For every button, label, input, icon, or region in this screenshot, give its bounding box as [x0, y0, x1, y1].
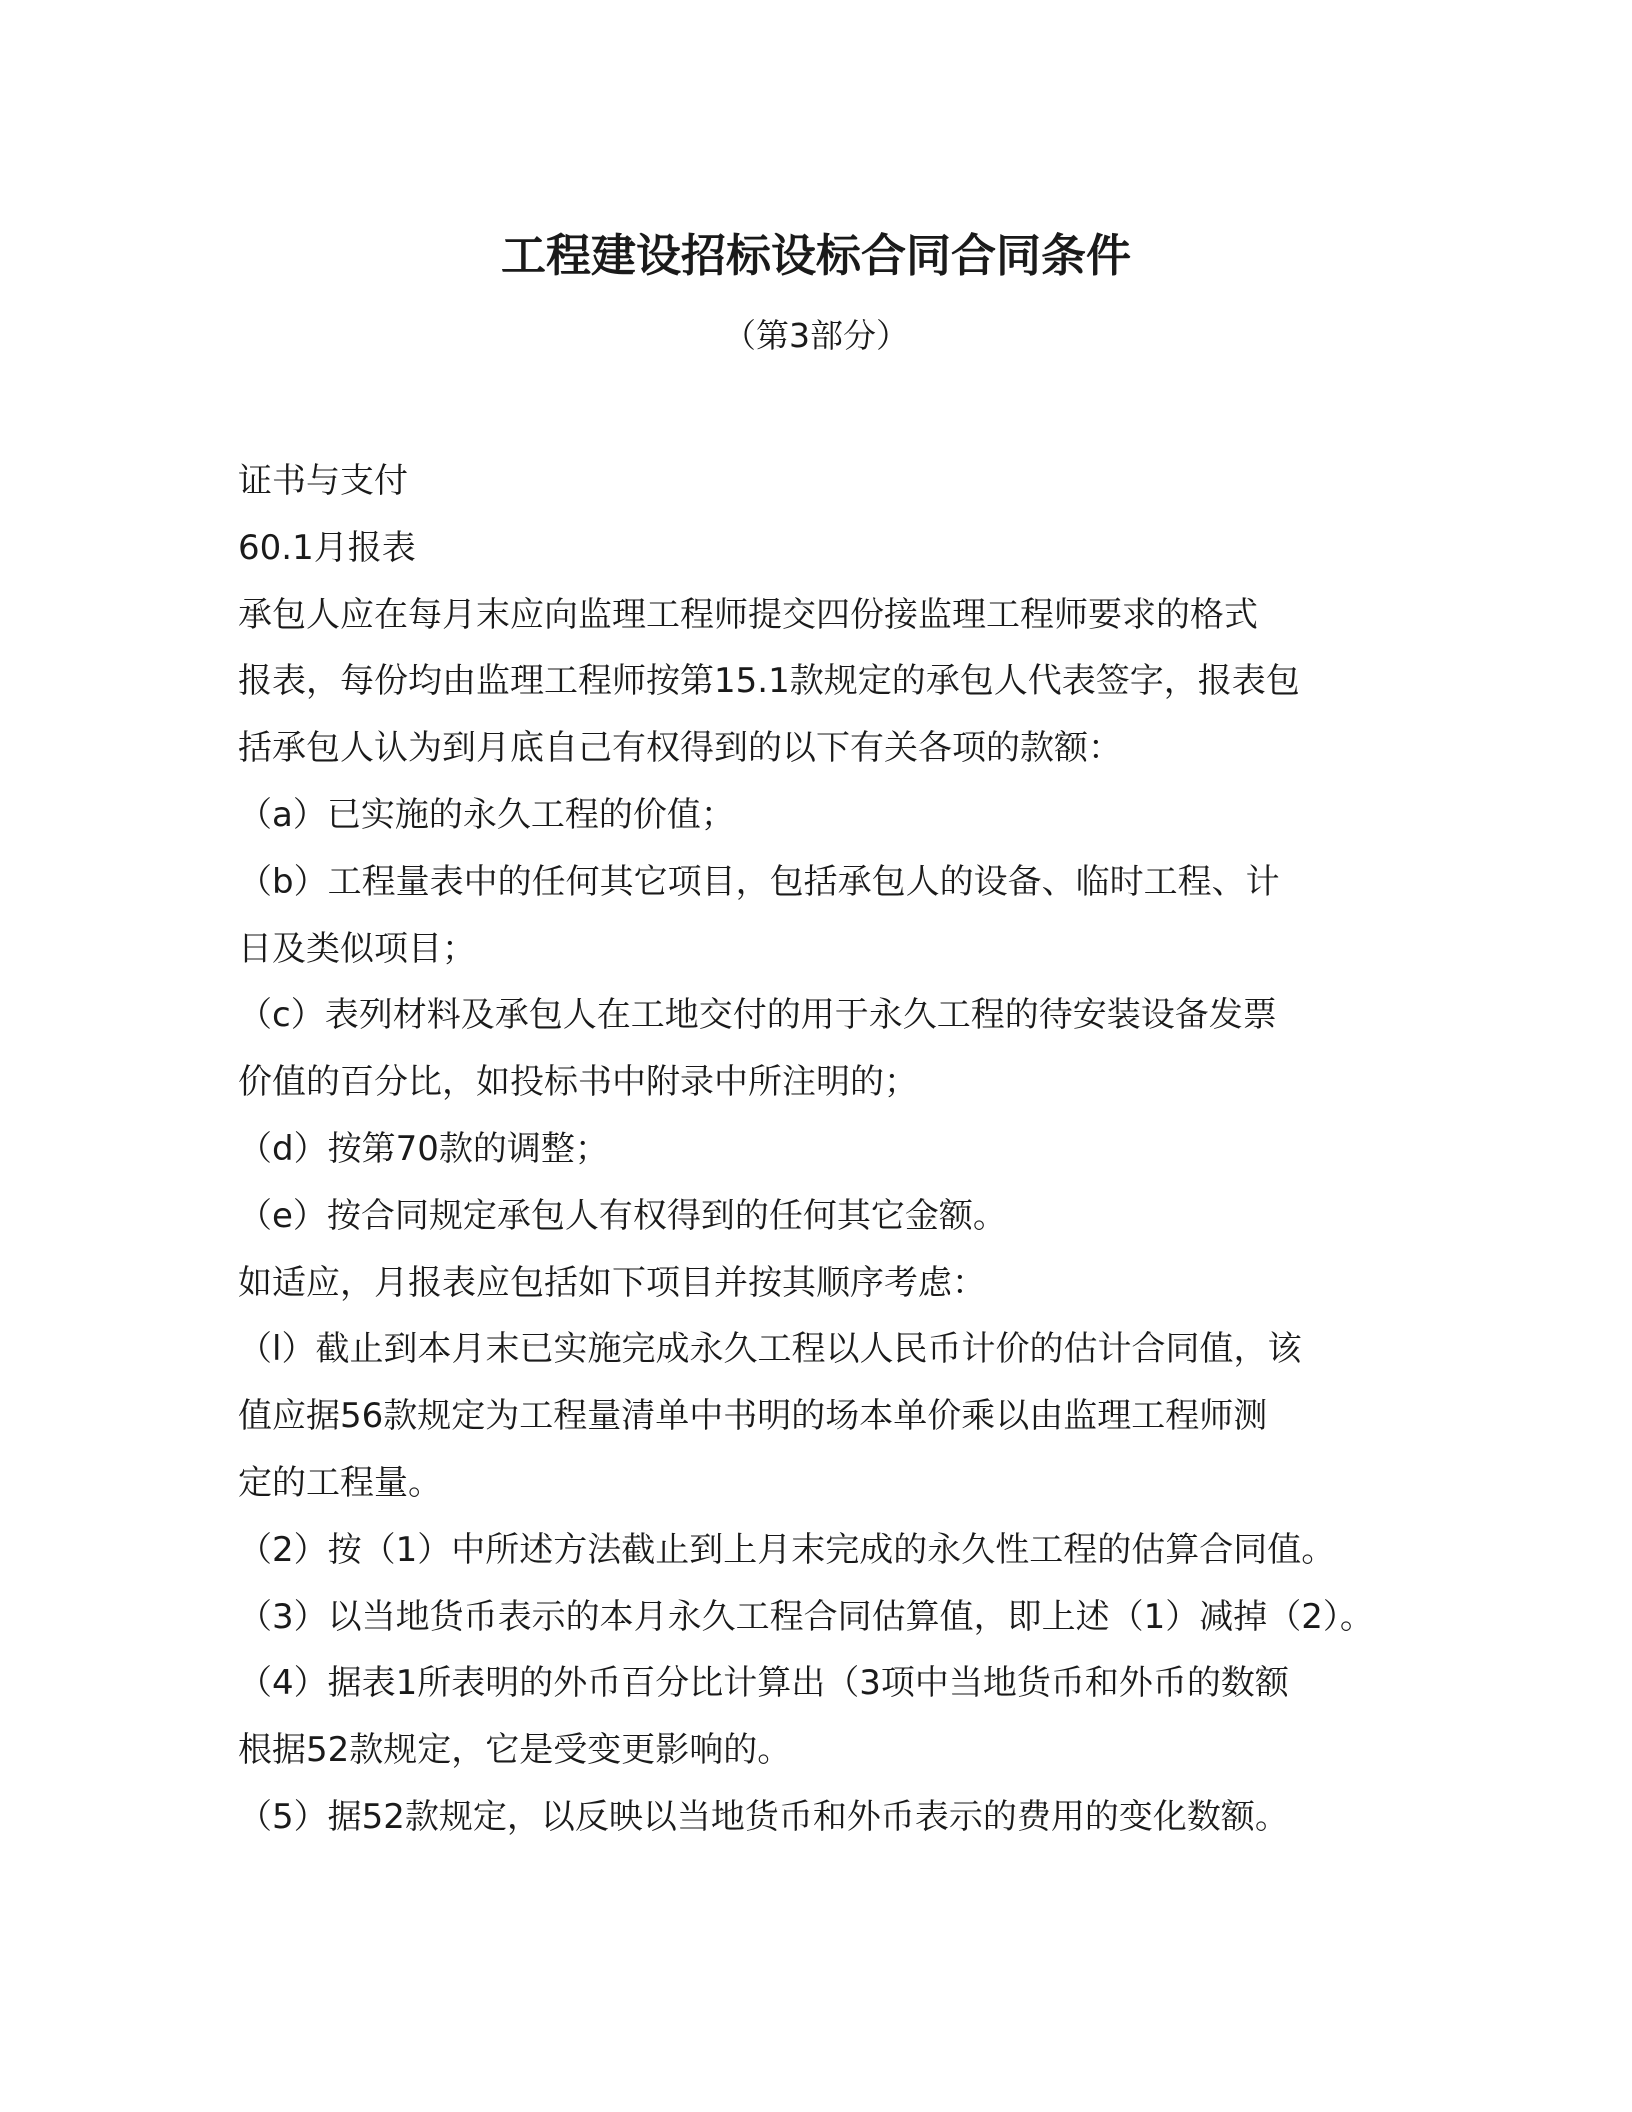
list-item-c: （c）表列材料及承包人在工地交付的用于永久工程的待安装设备发票	[238, 995, 1277, 1036]
list-item-b: （b）工程量表中的任何其它项目，包括承包人的设备、临时工程、计	[238, 861, 1280, 902]
paragraph-line: 承包人应在每月末应向监理工程师提交四份接监理工程师要求的格式	[238, 594, 1258, 635]
list-item-c-continued: 价值的百分比，如投标书中附录中所注明的；	[238, 1062, 918, 1103]
document-body	[238, 448, 1398, 1851]
clause-heading: 60.1月报表	[238, 527, 416, 568]
list-item-1-continued: 值应据56款规定为工程量清单中书明的场本单价乘以由监理工程师测	[238, 1396, 1268, 1437]
paragraph-line: 如适应，月报表应包括如下项目并按其顺序考虑：	[238, 1262, 986, 1303]
list-item-2: （2）按（1）中所述方法截止到上月末完成的永久性工程的估算合同值。	[238, 1529, 1336, 1570]
list-item-b-continued: 日及类似项目；	[238, 928, 476, 969]
paragraph-line: 括承包人认为到月底自己有权得到的以下有关各项的款额：	[238, 728, 1122, 769]
section-heading: 证书与支付	[238, 461, 408, 501]
document-title: 工程建设招标设标合同合同条件	[500, 229, 1131, 282]
list-item-1: （l）截止到本月末已实施完成永久工程以人民币计价的估计合同值，该	[238, 1329, 1302, 1370]
list-item-5: （5）据52款规定，以反映以当地货币和外币表示的费用的变化数额。	[238, 1796, 1289, 1837]
list-item-1-continued: 定的工程量。	[238, 1462, 442, 1503]
list-item-3: （3）以当地货币表示的本月永久工程合同估算值，即上述（1）减掉（2）。	[238, 1596, 1374, 1637]
list-item-a: （a）已实施的永久工程的价值；	[238, 794, 735, 835]
list-item-e: （e）按合同规定承包人有权得到的任何其它金额。	[238, 1195, 1007, 1236]
paragraph-line: 报表，每份均由监理工程师按第15.1款规定的承包人代表签字，报表包	[238, 661, 1300, 702]
list-item-4-continued: 根据52款规定，它是受变更影响的。	[238, 1730, 792, 1771]
list-item-4: （4）据表1所表明的外币百分比计算出（3项中当地货币和外币的数额	[238, 1663, 1289, 1704]
list-item-d: （d）按第70款的调整；	[238, 1128, 609, 1169]
document-subtitle: （第3部分）	[723, 316, 909, 355]
